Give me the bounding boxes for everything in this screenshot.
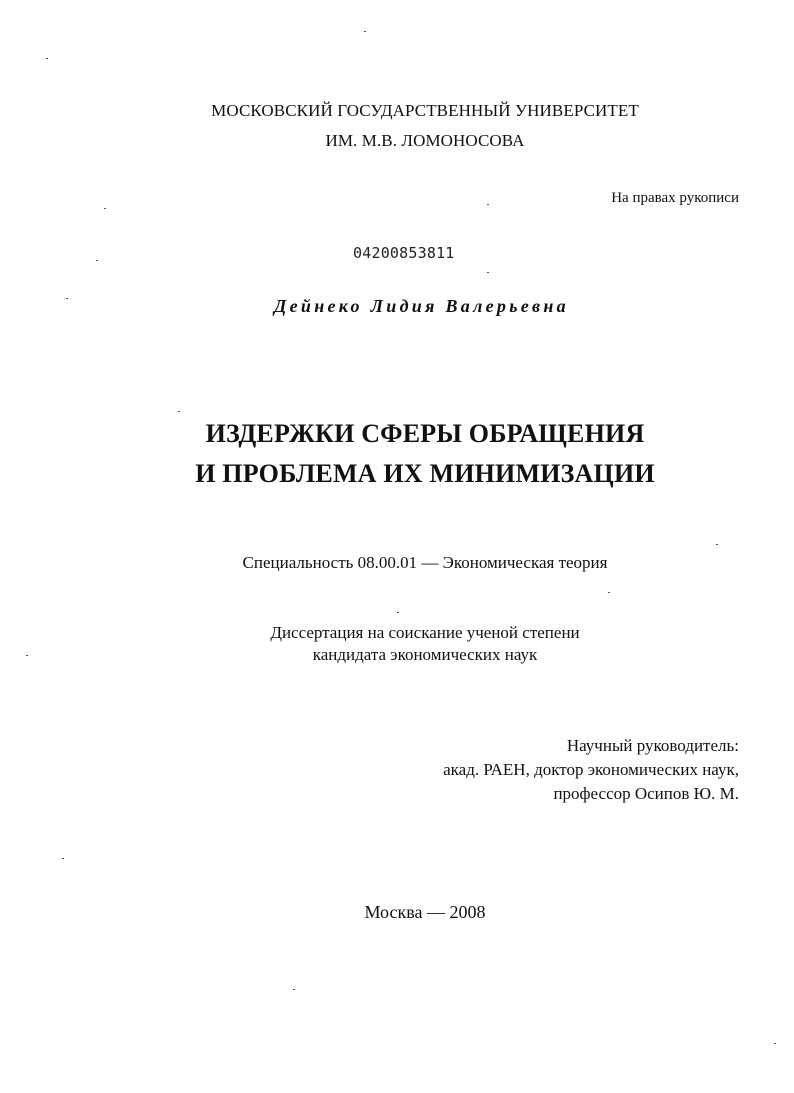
scan-speck bbox=[104, 208, 106, 209]
city-and-year: Москва — 2008 bbox=[364, 902, 486, 922]
degree-line-1: Диссертация на соискание ученой степени bbox=[270, 623, 580, 642]
scan-speck bbox=[774, 1043, 776, 1044]
university-named-after: ИМ. М.В. ЛОМОНОСОВА bbox=[325, 131, 525, 150]
scan-speck bbox=[66, 298, 68, 299]
dissertation-title bbox=[0, 414, 794, 494]
university-name: МОСКОВСКИЙ ГОСУДАРСТВЕННЫЙ УНИВЕРСИТЕТ bbox=[211, 101, 639, 120]
supervisor-block bbox=[443, 734, 739, 806]
registration-code: 04200853811 bbox=[353, 244, 455, 262]
scan-speck bbox=[178, 411, 180, 412]
supervisor-credentials: акад. РАЕН, доктор экономических наук, bbox=[443, 760, 739, 779]
scan-speck bbox=[46, 58, 48, 59]
scan-speck bbox=[26, 655, 28, 656]
scan-speck bbox=[364, 31, 366, 32]
scan-speck bbox=[62, 858, 64, 859]
title-line-2: И ПРОБЛЕМА ИХ МИНИМИЗАЦИИ bbox=[195, 459, 655, 488]
scan-speck bbox=[293, 989, 295, 990]
scan-speck bbox=[487, 272, 489, 273]
supervisor-heading: Научный руководитель: bbox=[566, 736, 739, 755]
scan-speck bbox=[716, 544, 718, 545]
title-line-1: ИЗДЕРЖКИ СФЕРЫ ОБРАЩЕНИЯ bbox=[205, 419, 645, 448]
scan-speck bbox=[487, 204, 489, 205]
scan-speck bbox=[608, 592, 610, 593]
supervisor-name: профессор Осипов Ю. М. bbox=[553, 784, 739, 803]
scan-speck bbox=[96, 260, 98, 261]
degree-line-2: кандидата экономических наук bbox=[312, 645, 538, 664]
degree-statement bbox=[0, 622, 794, 666]
scan-speck bbox=[397, 612, 399, 613]
speciality-line: Специальность 08.00.01 — Экономическая теория bbox=[242, 553, 608, 572]
university-header bbox=[0, 96, 794, 156]
author-name: Дейнеко Лидия Валерьевна bbox=[274, 296, 569, 316]
rights-note: На правах рукописи bbox=[611, 190, 739, 206]
